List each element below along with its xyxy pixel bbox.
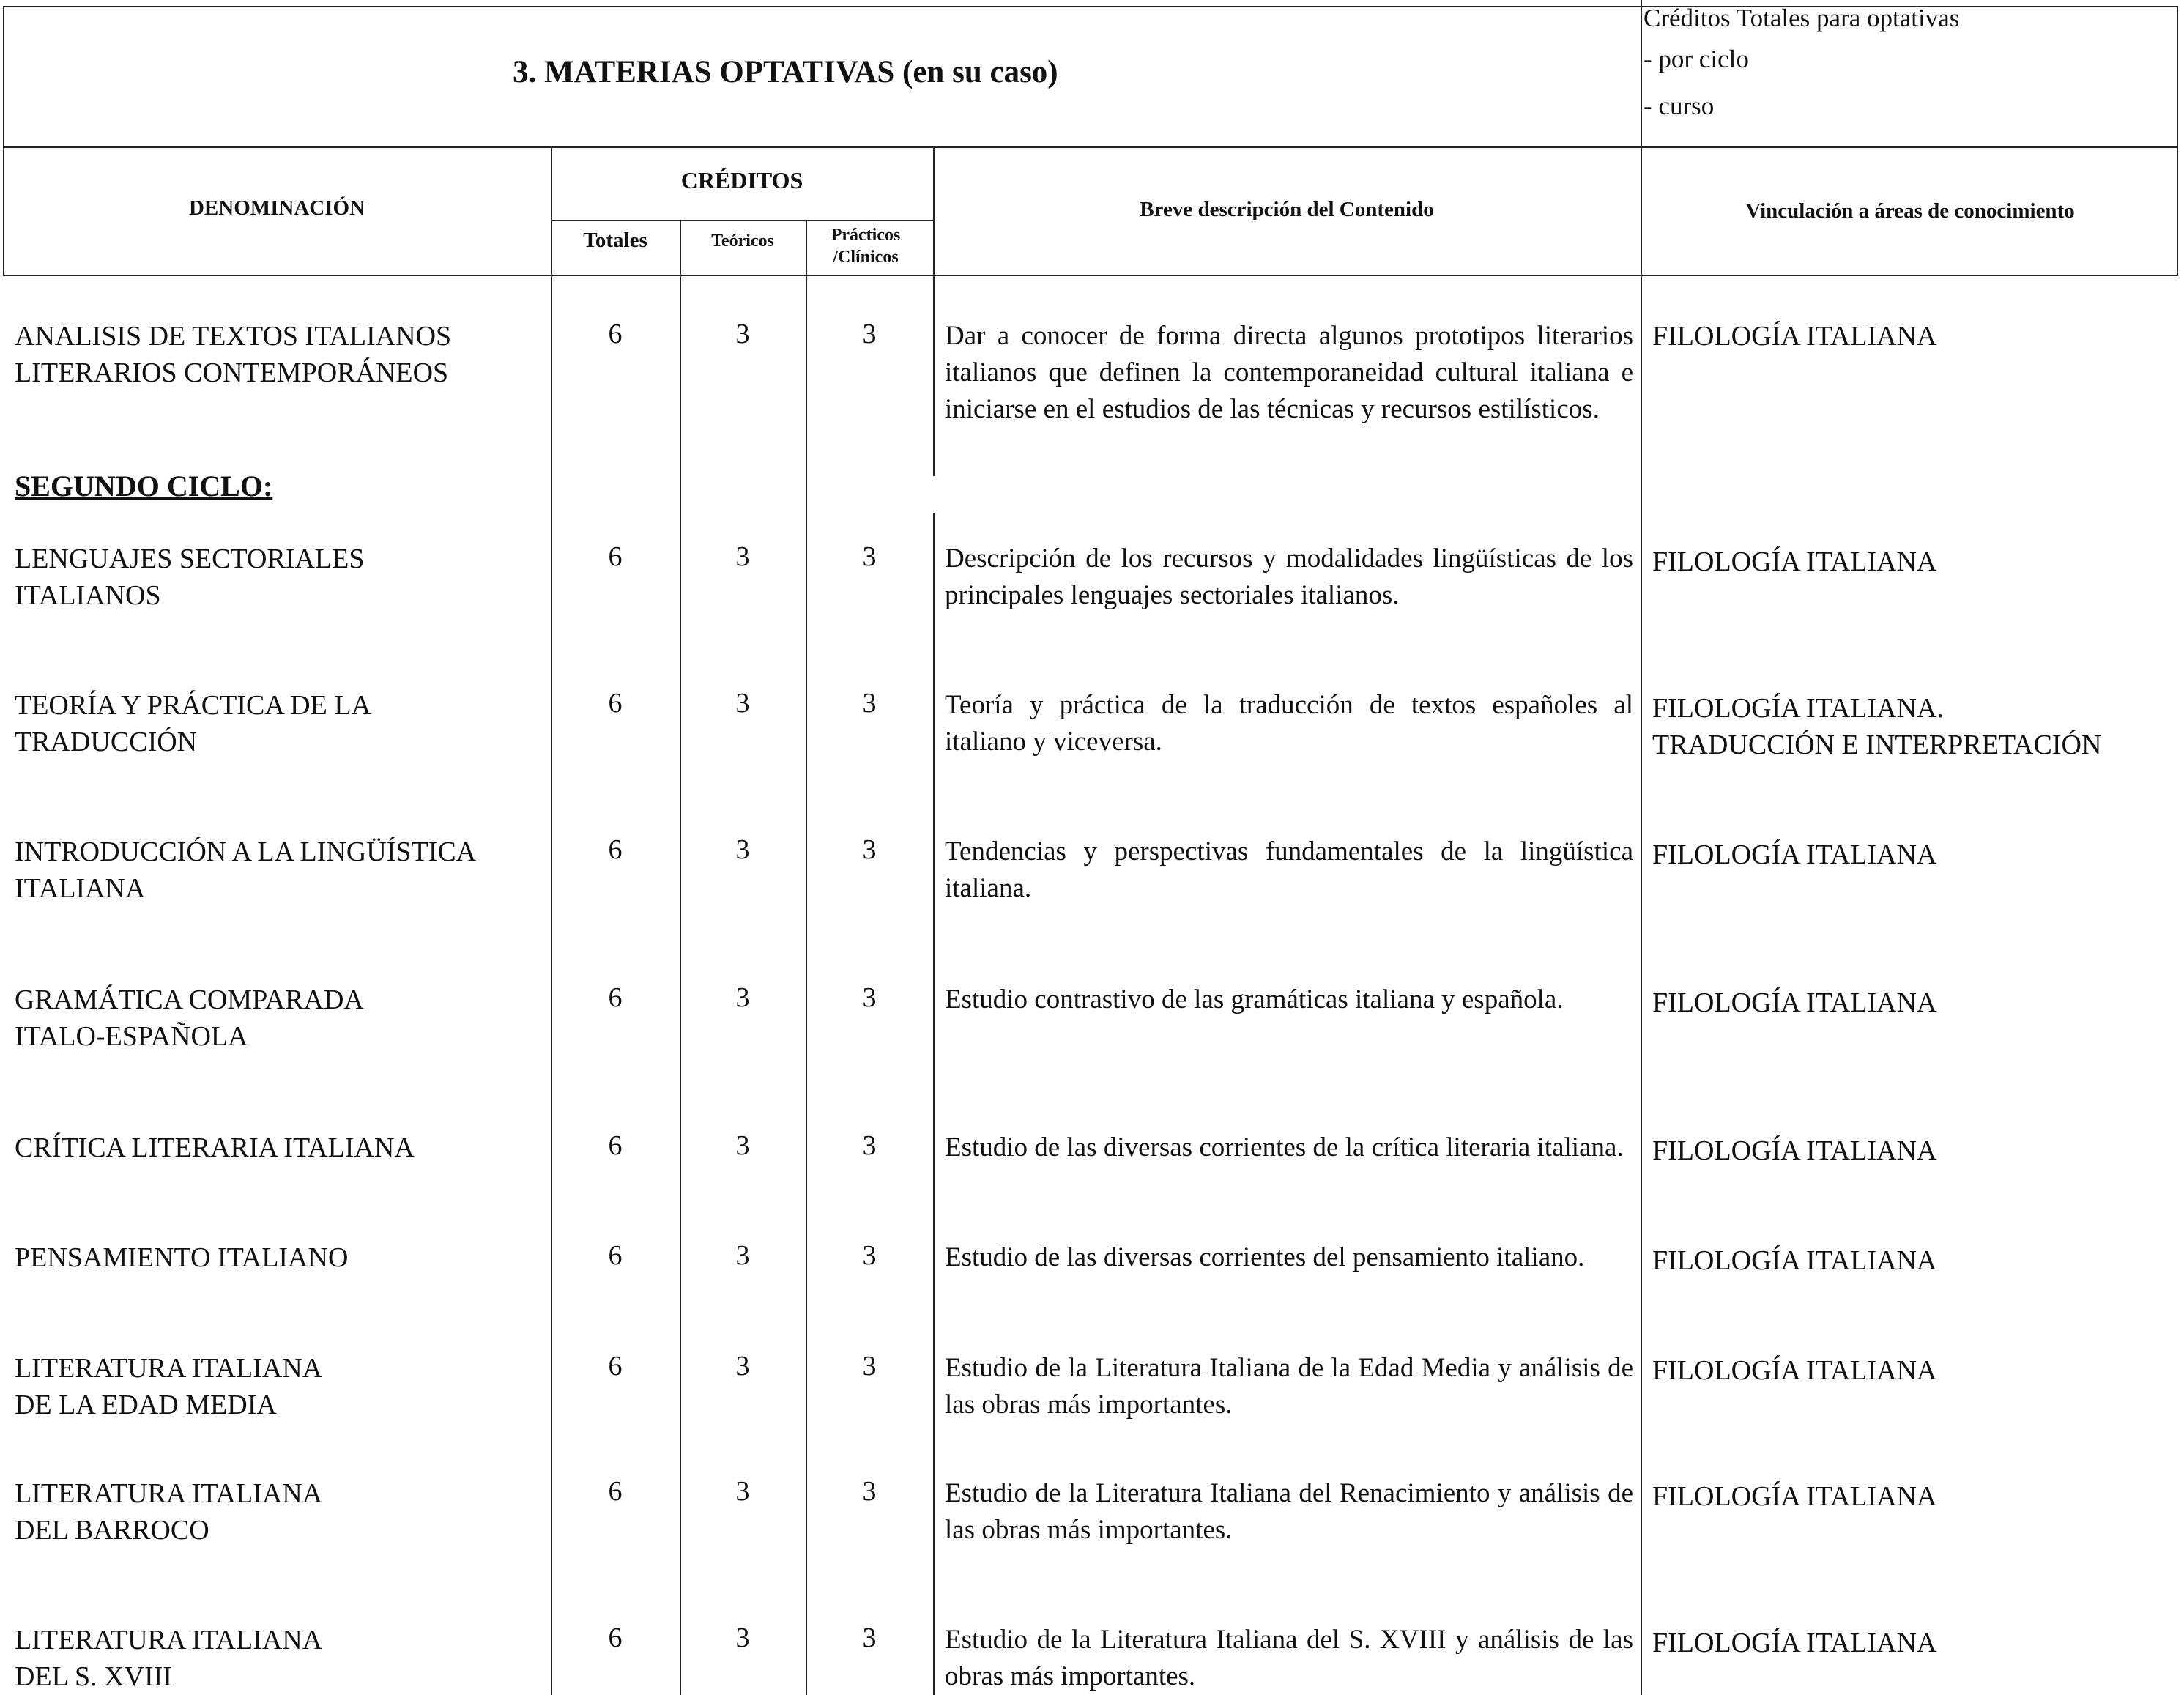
row-name: LENGUAJES SECTORIALES ITALIANOS [15, 544, 365, 611]
col-divider-descripcion [933, 146, 935, 476]
row-totales: 6 [608, 982, 623, 1013]
title-row-bottom-border [3, 146, 2178, 148]
row-teoricos: 3 [735, 1130, 750, 1161]
row-practicos: 3 [862, 541, 877, 572]
row-name: TEORÍA Y PRÁCTICA DE LA TRADUCCIÓN [15, 690, 371, 757]
col-divider-practicos [806, 220, 807, 1695]
row-teoricos: 3 [735, 319, 750, 349]
header-denominacion: DENOMINACIÓN [188, 196, 365, 220]
row-teoricos: 3 [735, 1476, 750, 1507]
header-vinculacion: Vinculación a áreas de conocimiento [1745, 199, 2075, 223]
row-totales: 6 [608, 1351, 623, 1381]
header-practicos: Prácticos /Clínicos [831, 226, 901, 267]
row-area: FILOLOGÍA ITALIANA. TRADUCCIÓN E INTERPRETACIÓN [1652, 693, 2102, 760]
row-area: FILOLOGÍA ITALIANA [1652, 839, 1937, 870]
left-border [3, 6, 4, 276]
row-descripcion: Estudio de las diversas corrientes de la crítica literaria italiana. [945, 1132, 1624, 1162]
row-descripcion: Teoría y práctica de la traducción de textos españoles al italiano y viceversa. [945, 690, 1633, 757]
header-teoricos: Teóricos [711, 231, 774, 251]
row-practicos: 3 [862, 319, 877, 349]
row-totales: 6 [608, 688, 623, 719]
row-name: LITERATURA ITALIANA DE LA EDAD MEDIA [15, 1353, 323, 1420]
row-teoricos: 3 [735, 982, 750, 1013]
row-practicos: 3 [862, 688, 877, 719]
row-descripcion: Estudio de la Literatura Italiana del S. XVIII y análisis de las obras más importantes. [945, 1625, 1633, 1691]
row-area: FILOLOGÍA ITALIANA [1652, 1628, 1937, 1658]
row-practicos: 3 [862, 834, 877, 865]
row-practicos: 3 [862, 1240, 877, 1271]
row-name: PENSAMIENTO ITALIANO [15, 1242, 349, 1273]
row-area: FILOLOGÍA ITALIANA [1652, 1355, 1937, 1386]
credits-subheader-border [551, 220, 933, 221]
header-descripcion: Breve descripción del Contenido [1140, 198, 1434, 221]
row-teoricos: 3 [735, 688, 750, 719]
row-descripcion: Descripción de los recursos y modalidades lingüísticas de los principales lenguajes sectoriales italianos. [945, 544, 1633, 610]
row-area: FILOLOGÍA ITALIANA [1652, 1135, 1937, 1166]
row-descripcion: Estudio de la Literatura Italiana del Renacimiento y análisis de las obras más importantes. [945, 1478, 1633, 1545]
col-divider-totales [551, 146, 552, 1695]
row-practicos: 3 [862, 982, 877, 1013]
row-name: LITERATURA ITALIANA DEL BARROCO [15, 1478, 323, 1546]
row-totales: 6 [608, 1240, 623, 1271]
section-label-segundo-ciclo: SEGUNDO CICLO: [15, 470, 273, 502]
header-creditos: CRÉDITOS [680, 167, 803, 193]
credits-box-line-1: Créditos Totales para optativas [1643, 4, 1960, 32]
row-totales: 6 [608, 319, 623, 349]
header-bottom-border [3, 275, 2178, 276]
row-descripcion: Tendencias y perspectivas fundamentales de la lingüística italiana. [945, 837, 1633, 903]
row-teoricos: 3 [735, 834, 750, 865]
row-name: GRAMÁTICA COMPARADA ITALO-ESPAÑOLA [15, 984, 364, 1052]
credits-box-line-2: - por ciclo [1643, 45, 1749, 73]
row-practicos: 3 [862, 1476, 877, 1507]
row-area: FILOLOGÍA ITALIANA [1652, 987, 1937, 1018]
header-totales: Totales [583, 229, 647, 252]
page-title: 3. MATERIAS OPTATIVAS (en su caso) [513, 55, 1058, 89]
row-practicos: 3 [862, 1130, 877, 1161]
row-descripcion: Estudio de las diversas corrientes del pensamiento italiano. [945, 1242, 1585, 1272]
credits-box-line-3: - curso [1643, 92, 1715, 120]
row-teoricos: 3 [735, 1240, 750, 1271]
row-descripcion: Estudio de la Literatura Italiana de la Edad Media y análisis de las obras más importantes. [945, 1353, 1633, 1420]
row-totales: 6 [608, 1130, 623, 1161]
row-totales: 6 [608, 541, 623, 572]
col-divider-teoricos [680, 220, 681, 1695]
row-totales: 6 [608, 1622, 623, 1653]
row-name: ANALISIS DE TEXTOS ITALIANOS LITERARIOS CONTEMPORÁNEOS [15, 321, 452, 388]
credits-box-divider [1641, 0, 1642, 1695]
row-area: FILOLOGÍA ITALIANA [1652, 1481, 1937, 1512]
row-area: FILOLOGÍA ITALIANA [1652, 1245, 1937, 1276]
row-teoricos: 3 [735, 541, 750, 572]
row-teoricos: 3 [735, 1622, 750, 1653]
right-border [2177, 6, 2178, 276]
row-practicos: 3 [862, 1622, 877, 1653]
row-totales: 6 [608, 834, 623, 865]
col-divider-descripcion-lower [933, 513, 935, 1695]
row-totales: 6 [608, 1476, 623, 1507]
row-teoricos: 3 [735, 1351, 750, 1381]
row-descripcion: Dar a conocer de forma directa algunos prototipos literarios italianos que definen la contemporaneidad cultural italiana e iniciarse en el estudios de las técnicas y recursos estilísticos. [945, 321, 1633, 424]
row-area: FILOLOGÍA ITALIANA [1652, 546, 1937, 577]
row-area: FILOLOGÍA ITALIANA [1652, 321, 1937, 352]
row-name: CRÍTICA LITERARIA ITALIANA [15, 1132, 415, 1163]
row-name: LITERATURA ITALIANA DEL S. XVIII [15, 1625, 323, 1692]
row-name: INTRODUCCIÓN A LA LINGÜÍSTICA ITALIANA [15, 837, 477, 904]
row-descripcion: Estudio contrastivo de las gramáticas italiana y española. [945, 984, 1564, 1015]
row-practicos: 3 [862, 1351, 877, 1381]
